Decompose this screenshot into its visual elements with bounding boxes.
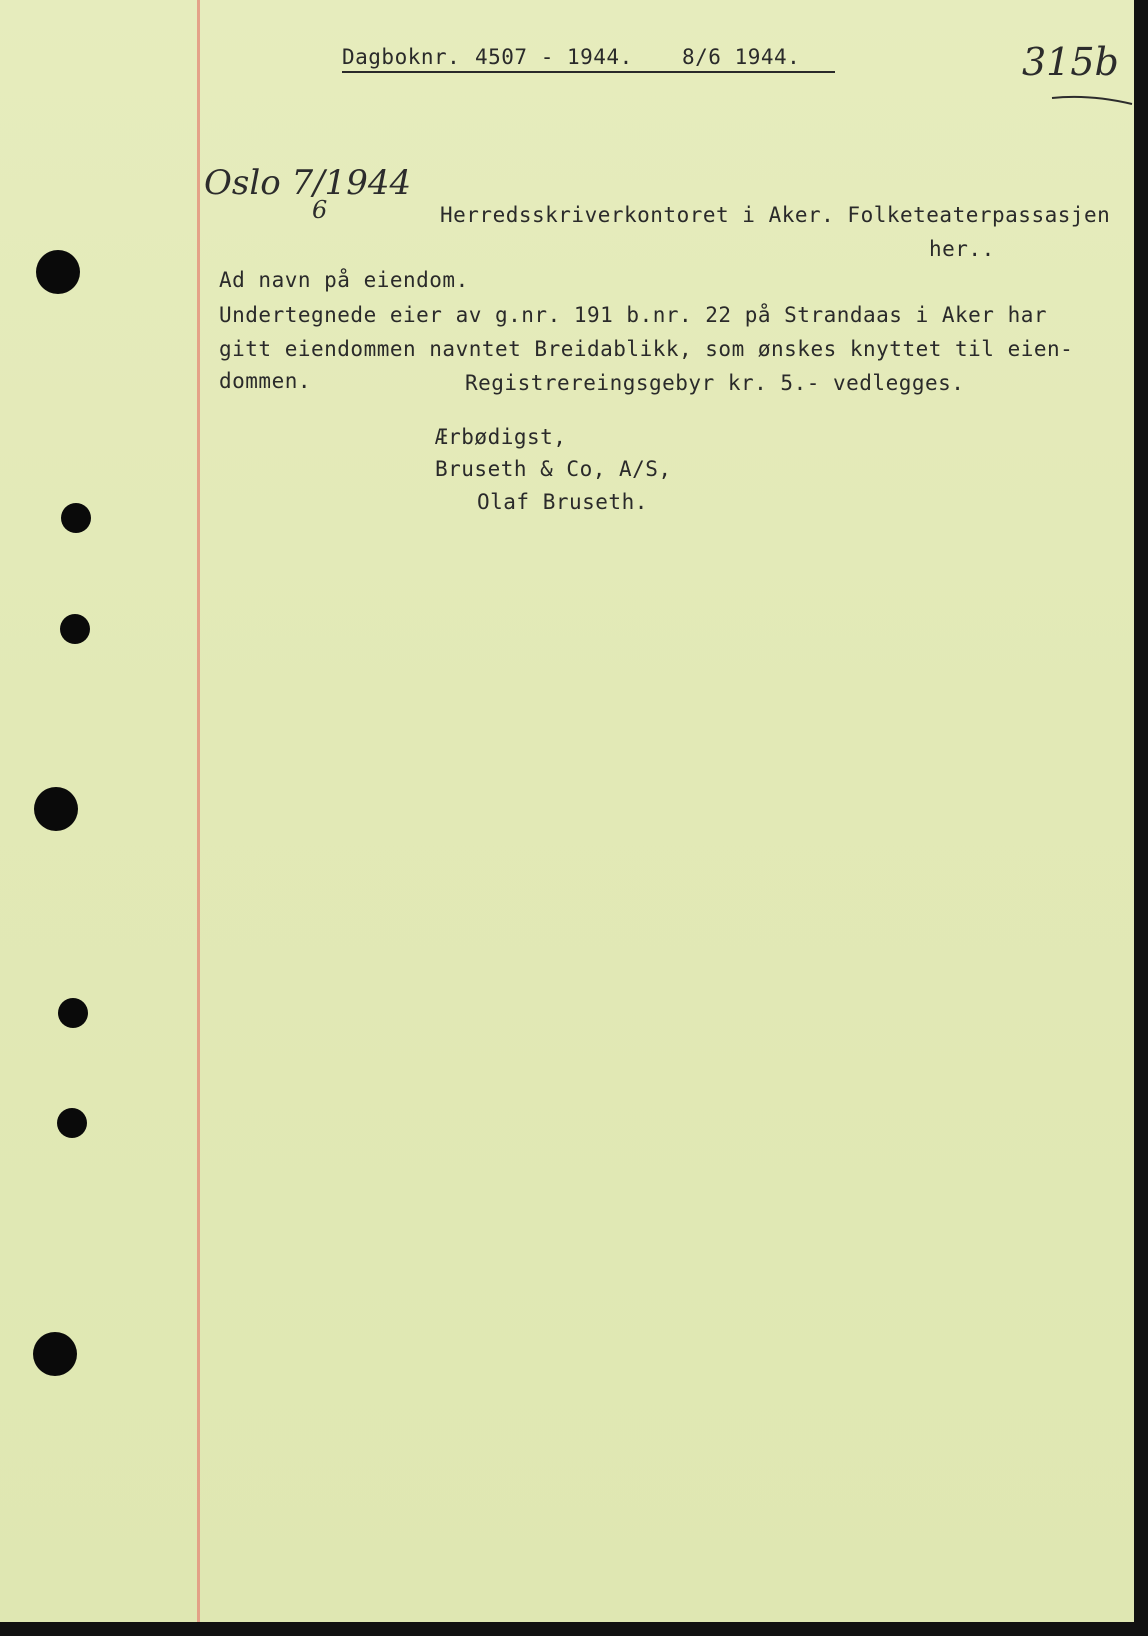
letter-subject: Ad navn på eiendom.: [219, 268, 469, 292]
handwritten-date-denominator: 6: [312, 196, 328, 224]
punch-hole: [36, 250, 80, 294]
signatory-name: Olaf Bruseth.: [477, 490, 648, 514]
punch-hole: [57, 1108, 87, 1138]
header-underline: [342, 71, 835, 73]
page-number-underline: [1050, 90, 1134, 110]
body-line-2: gitt eiendommen navntet Breidablikk, som ønskes knyttet til eien-: [219, 337, 1074, 361]
dagbok-number: 4507 - 1944.: [475, 45, 633, 69]
company-name: Bruseth & Co, A/S,: [435, 457, 672, 481]
scan-border-bottom: [0, 1622, 1148, 1636]
punch-hole: [33, 1332, 77, 1376]
recipient-line-1: Herredsskriverkontoret i Aker. Folketeaterpassasjen: [440, 203, 1111, 227]
body-line-1: Undertegnede eier av g.nr. 191 b.nr. 22 på Strandaas i Aker har: [219, 303, 1048, 327]
dagbok-label: Dagboknr.: [342, 45, 461, 69]
header-date: 8/6 1944.: [682, 45, 801, 69]
scan-border-right: [1134, 0, 1148, 1636]
margin-rule: [197, 0, 200, 1622]
punch-hole: [60, 614, 90, 644]
punch-hole: [58, 998, 88, 1028]
handwritten-page-number: 315b: [1022, 40, 1119, 84]
punch-hole: [61, 503, 91, 533]
body-line-3a: dommen.: [219, 369, 312, 393]
punch-hole: [34, 787, 78, 831]
recipient-line-2: her..: [929, 237, 995, 261]
handwritten-city-date: Oslo 7/1944: [204, 163, 412, 203]
closing: Ærbødigst,: [435, 425, 567, 449]
body-line-3b: Registrereingsgebyr kr. 5.- vedlegges.: [465, 371, 965, 395]
